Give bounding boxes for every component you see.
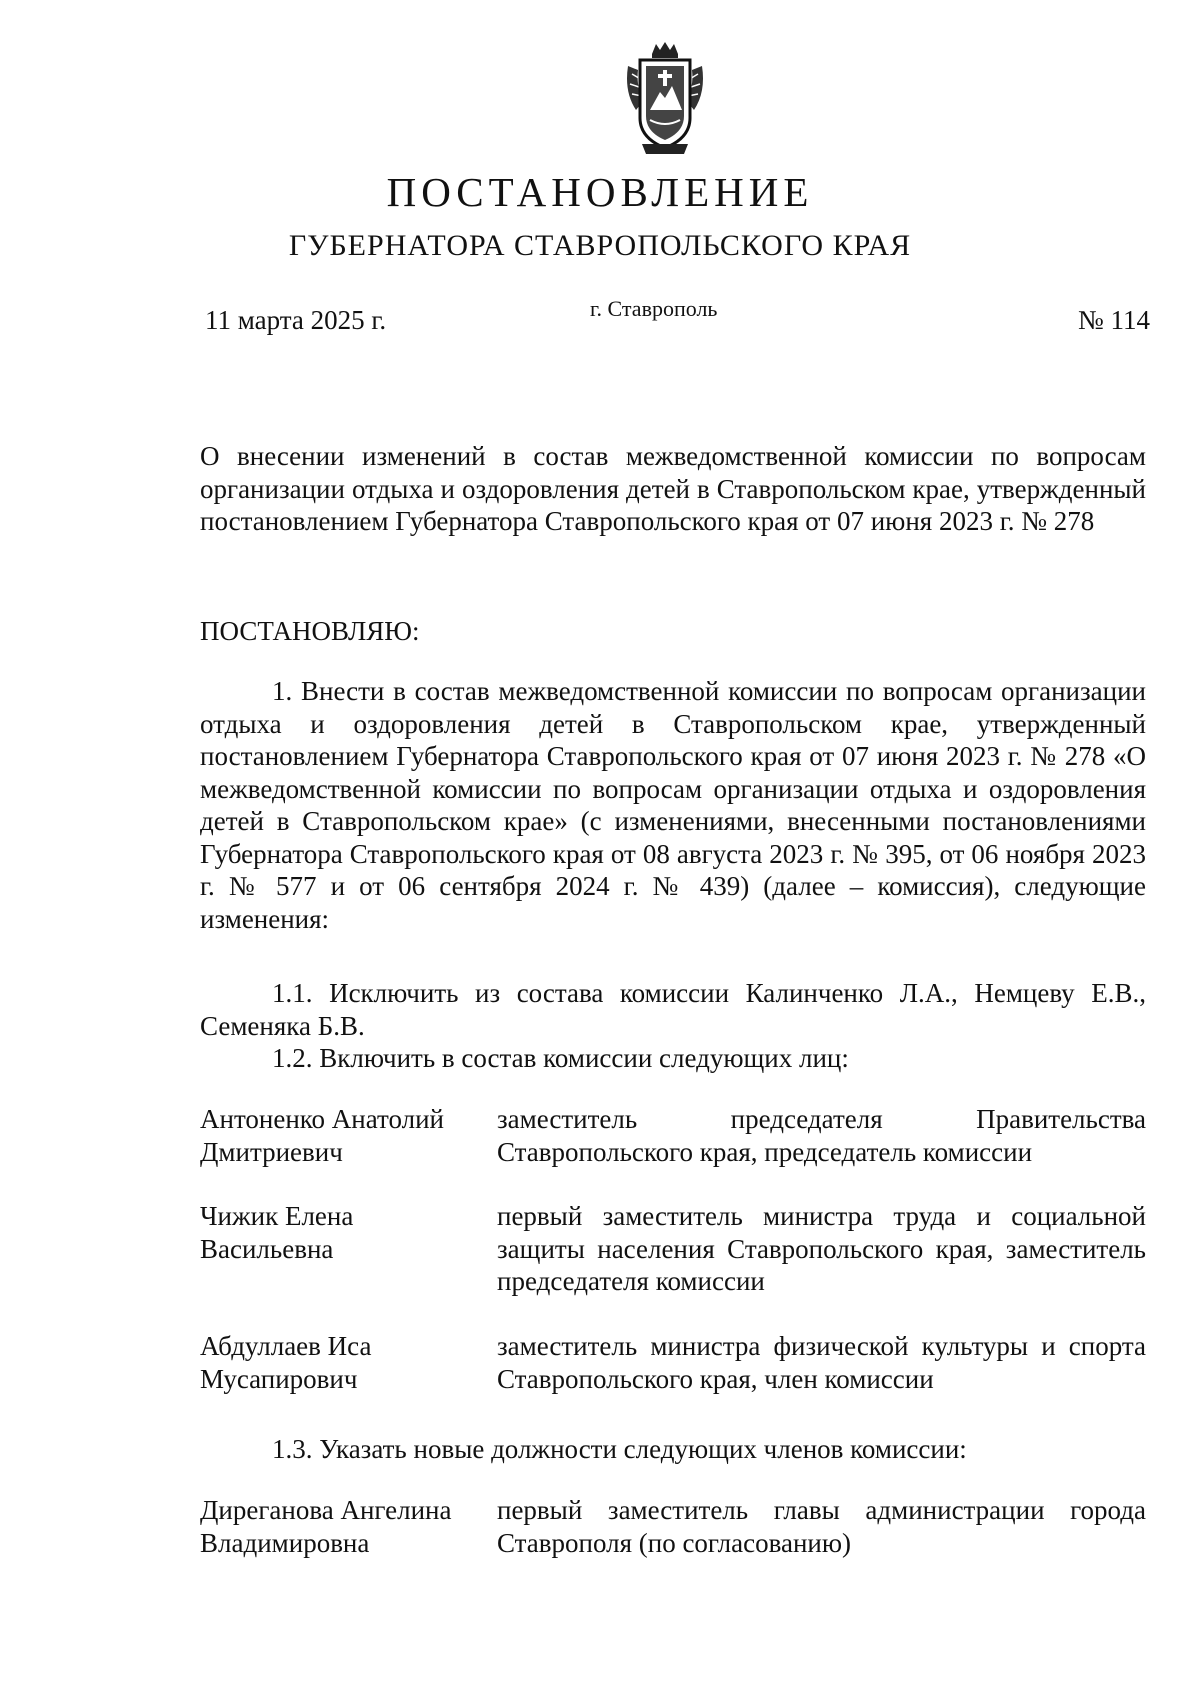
member-role: заместитель министра физической культуры и спорта Ставропольского края, член комиссии <box>497 1331 1146 1394</box>
decree-word: ПОСТАНОВЛЯЮ: <box>200 616 420 646</box>
member-role: заместитель председателя Правительства Ставропольского края, председатель комиссии <box>497 1104 1146 1167</box>
document-date: 11 марта 2025 г. <box>205 305 387 335</box>
paragraph-1-2: 1.2. Включить в состав комиссии следующих лиц: <box>272 1043 849 1073</box>
paragraph-1-1: 1.1. Исключить из состава комиссии Калинченко Л.А., Немцеву Е.В., Семеняка Б.В. <box>200 978 1146 1041</box>
document-subject: О внесении изменений в состав межведомственной комиссии по вопросам организации отдыха и оздоровления детей в Ставропольском крае, утвержденный постановлением Губернатора Ставропольского края от 07 июня 2023 г. № 278 <box>200 441 1146 536</box>
member-name: Абдуллаев Иса Мусапирович <box>200 1331 372 1394</box>
member-name: Чижик Елена Васильевна <box>200 1201 354 1264</box>
member-role: первый заместитель министра труда и социальной защиты населения Ставропольского края, заместитель председателя комиссии <box>497 1201 1146 1296</box>
member-name: Антоненко Анатолий Дмитриевич <box>200 1104 444 1167</box>
document-number: № 114 <box>1077 305 1150 335</box>
document-title: ПОСТАНОВЛЕНИЕ <box>386 169 814 215</box>
paragraph-1-3: 1.3. Указать новые должности следующих членов комиссии: <box>272 1434 967 1464</box>
coat-of-arms-icon <box>622 40 708 158</box>
document-subtitle: ГУБЕРНАТОРА СТАВРОПОЛЬСКОГО КРАЯ <box>288 229 912 262</box>
paragraph-1: 1. Внести в состав межведомственной комиссии по вопросам организации отдыха и оздоровления детей в Ставропольском крае, утвержденный постановлением Губернатора Ставропольского края от 07 июня 2023 г. № 278 «О межведомственной комиссии по вопросам организации отдыха и оздоровления детей в Ставропольском крае» (с изменениями, внесенными постановлениями Губернатора Ставропольского края от 08 августа 2023 г. № 395, от 06 ноября 2023 г. № 577 и от 06 сентября 2024 г. № 439) (далее – комиссия), следующие изменения: <box>200 676 1146 934</box>
document-city: г. Ставрополь <box>590 296 718 321</box>
member-name: Диреганова Ангелина Владимировна <box>200 1495 452 1558</box>
member-role: первый заместитель главы администрации города Ставрополя (по согласованию) <box>497 1495 1146 1558</box>
